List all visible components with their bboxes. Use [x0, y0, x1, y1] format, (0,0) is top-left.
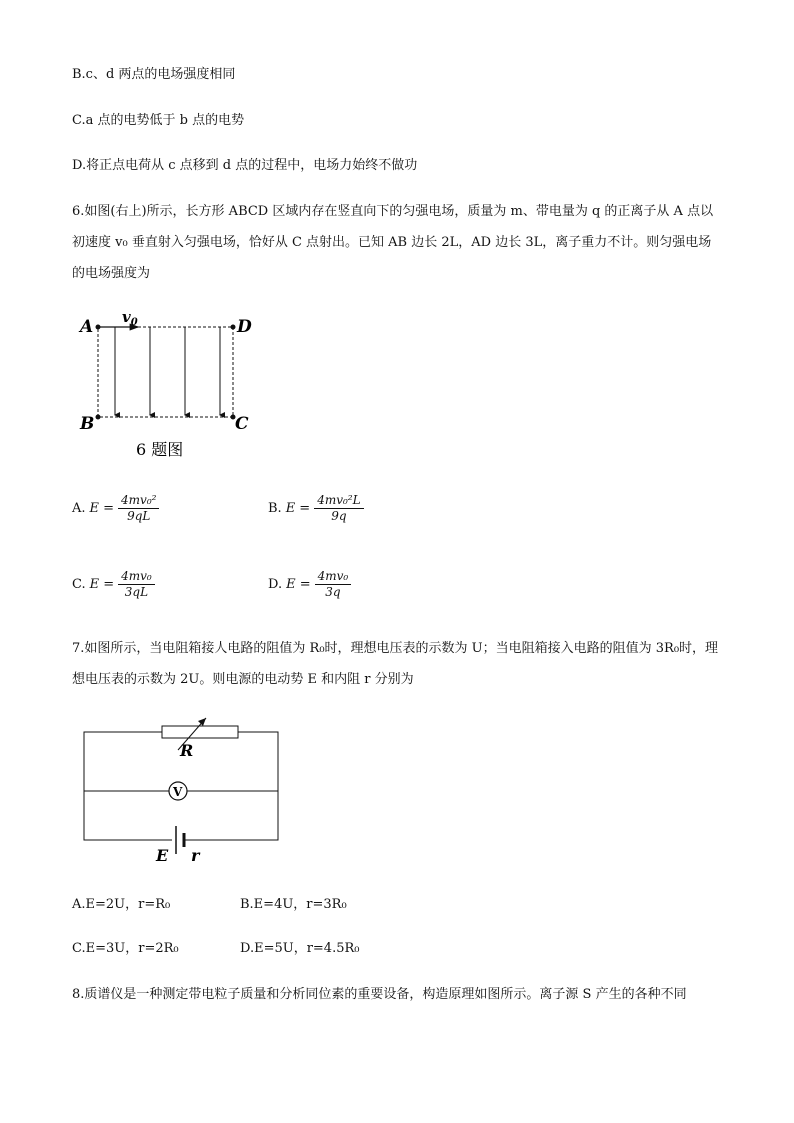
label-a: A	[80, 317, 94, 337]
label-r-resistor: R	[180, 741, 194, 760]
q6-option-a: A. E = $\frac{\text{4mv₀²}}{9qL}$	[72, 493, 159, 524]
label-v0: $v_0$	[122, 308, 138, 328]
q5-option-c: C.a 点的电势低于 b 点的电势	[72, 113, 245, 128]
q7-option-b: B.E=4U，r=3R₀	[240, 897, 347, 912]
q7-circuit	[76, 710, 286, 870]
variable-arrow-head	[198, 718, 206, 726]
q7-stem: 7.如图所示，当电阻箱接人电路的阻值为 R₀时，理想电压表的示数为 U；当电阻箱接入电路的阻值为 3R₀时，理想电压表的示数为 2U。则电源的电动势 E 和内阻 r 分别为	[72, 641, 719, 687]
q8-stem: 8.质谱仪是一种测定带电粒子质量和分析同位素的重要设备，构造原理如图所示。离子源 S 产生的各种不同	[72, 987, 687, 1002]
q7-option-c: C.E=3U，r=2R₀	[72, 941, 179, 956]
resistor-box	[162, 726, 238, 738]
label-b: B	[80, 414, 95, 434]
point-d	[231, 325, 236, 330]
q5-option-d: D.将正点电荷从 c 点移到 d 点的过程中，电场力始终不做功	[72, 158, 418, 173]
q6-stem: 6.如图(右上)所示，长方形 ABCD 区域内存在竖直向下的匀强电场，质量为 m、带电量为 q 的正离子从 A 点以初速度 v₀ 垂直射入匀强电场，恰好从 C 点射出。已知 AB 边长 2L，AD 边长 3L，离子重力不计。则匀强电场的电场强度为	[72, 204, 714, 281]
q6-option-c: C. E = $\frac{\text{4mv₀}}{3qL}$	[72, 569, 155, 600]
label-d: D	[237, 317, 252, 337]
q6-option-d: D. E = $\frac{\text{4mv₀}}{3q}$	[268, 569, 351, 600]
q6-option-b: B. E = $\frac{\text{4mv₀²L}}{9q}$	[268, 493, 364, 524]
label-r-internal: r	[191, 846, 200, 865]
q5-option-b: B.c、d 两点的电场强度相同	[72, 67, 236, 82]
q6-figure	[76, 305, 266, 465]
label-e: E	[156, 846, 169, 865]
figure-caption: 6 题图	[136, 440, 184, 459]
point-a	[96, 325, 101, 330]
circuit-outer-loop	[84, 732, 172, 840]
label-c: C	[235, 414, 249, 434]
voltmeter-label: V	[173, 785, 183, 799]
q7-option-a: A.E=2U，r=R₀	[72, 897, 171, 912]
point-b	[96, 415, 101, 420]
circuit-outer-loop-right	[184, 732, 278, 840]
q7-option-d: D.E=5U，r=4.5R₀	[240, 941, 360, 956]
abcd-rectangle	[98, 327, 233, 417]
